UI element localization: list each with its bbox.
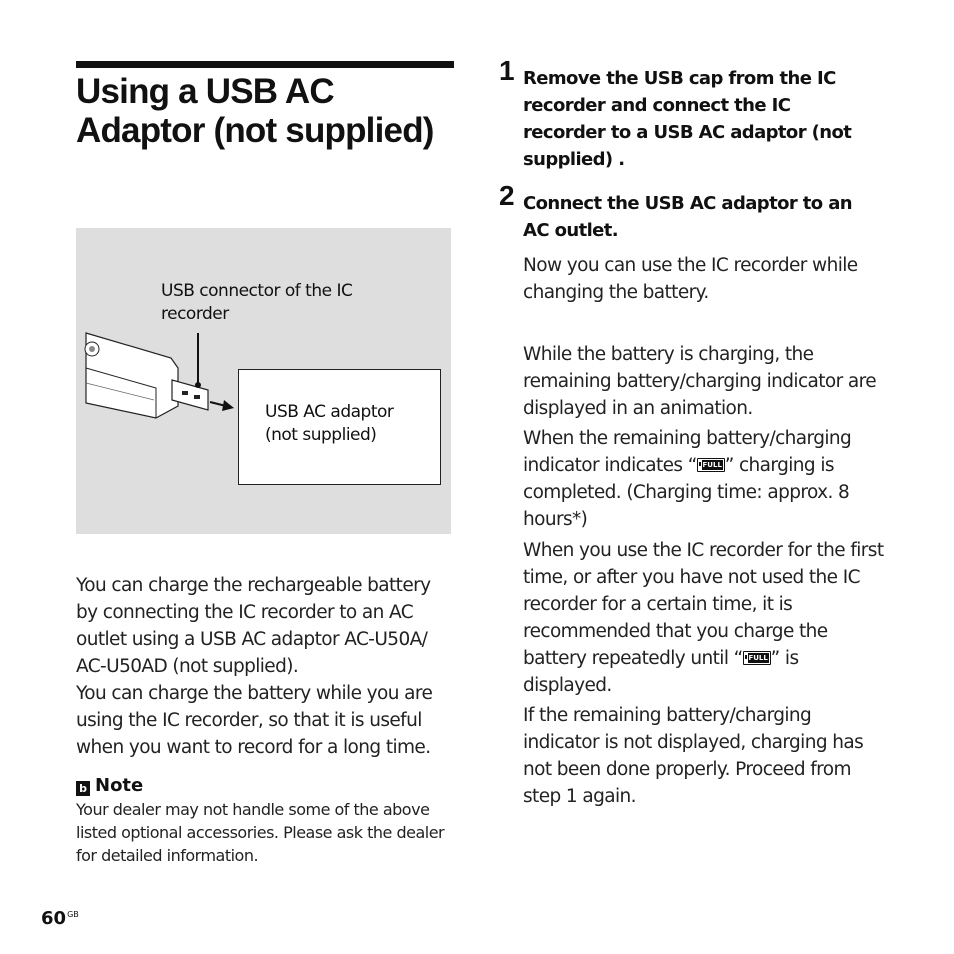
intro-paragraph: You can charge the battery while you are using the IC recorder, so that it is useful when you want to record for a long time. <box>76 683 433 758</box>
instruction-paragraph: Now you can use the IC recorder while changing the battery. <box>523 255 858 303</box>
illustration-panel <box>76 228 451 534</box>
usb-ac-adaptor-box <box>238 369 441 485</box>
battery-full-label: FULL <box>702 461 722 469</box>
usb-ac-adaptor-label: USB AC adaptor (not supplied) <box>265 402 394 445</box>
page-title: Using a USB AC Adaptor (not supplied) <box>76 72 434 150</box>
battery-full-icon <box>697 458 725 472</box>
page-number-value: 60 <box>41 908 67 929</box>
page-number <box>41 908 79 929</box>
instruction-text: When you use the IC recorder for the first time, or after you have not used the IC recorder for a certain time, it is recommended that you charge the battery repeatedly until “ <box>523 540 884 669</box>
intro-text <box>76 572 456 761</box>
step-text: Connect the USB AC adaptor to an AC outlet. <box>523 193 852 241</box>
page-number-suffix: GB <box>67 910 79 919</box>
instruction-text: ” is displayed. <box>523 648 799 696</box>
instruction-text: When the remaining battery/charging indicator indicates “ <box>523 428 852 476</box>
instruction-text: ” charging is completed. (Charging time: approx. 8 hours*) <box>523 455 850 530</box>
step-number: 1 <box>499 55 515 86</box>
instruction-paragraph <box>523 425 888 533</box>
note-text: Your dealer may not handle some of the above listed optional accessories. Please ask the dealer for detailed information. <box>76 800 445 865</box>
note-heading-text: Note <box>95 775 144 796</box>
instruction-paragraph <box>523 537 888 699</box>
step-text: Remove the USB cap from the IC recorder and connect the IC recorder to a USB AC adaptor (not supplied) . <box>523 68 852 170</box>
battery-full-label: FULL <box>748 654 768 662</box>
instruction-paragraph: If the remaining battery/charging indicator is not displayed, charging has not been done properly. Proceed from step 1 again. <box>523 705 864 807</box>
title-rule <box>76 61 454 68</box>
step-number: 2 <box>499 180 515 211</box>
instruction-paragraph: While the battery is charging, the remaining battery/charging indicator are displayed in an animation. <box>523 344 877 419</box>
intro-paragraph: You can charge the rechargeable battery by connecting the IC recorder to an AC outlet using a USB AC adaptor AC-U50A/ AC-U50AD (not supplied). <box>76 575 431 677</box>
note-icon: b <box>76 781 90 796</box>
battery-full-icon <box>743 651 771 665</box>
usb-connector-label: USB connector of the IC recorder <box>161 281 353 324</box>
note-heading <box>76 774 143 798</box>
